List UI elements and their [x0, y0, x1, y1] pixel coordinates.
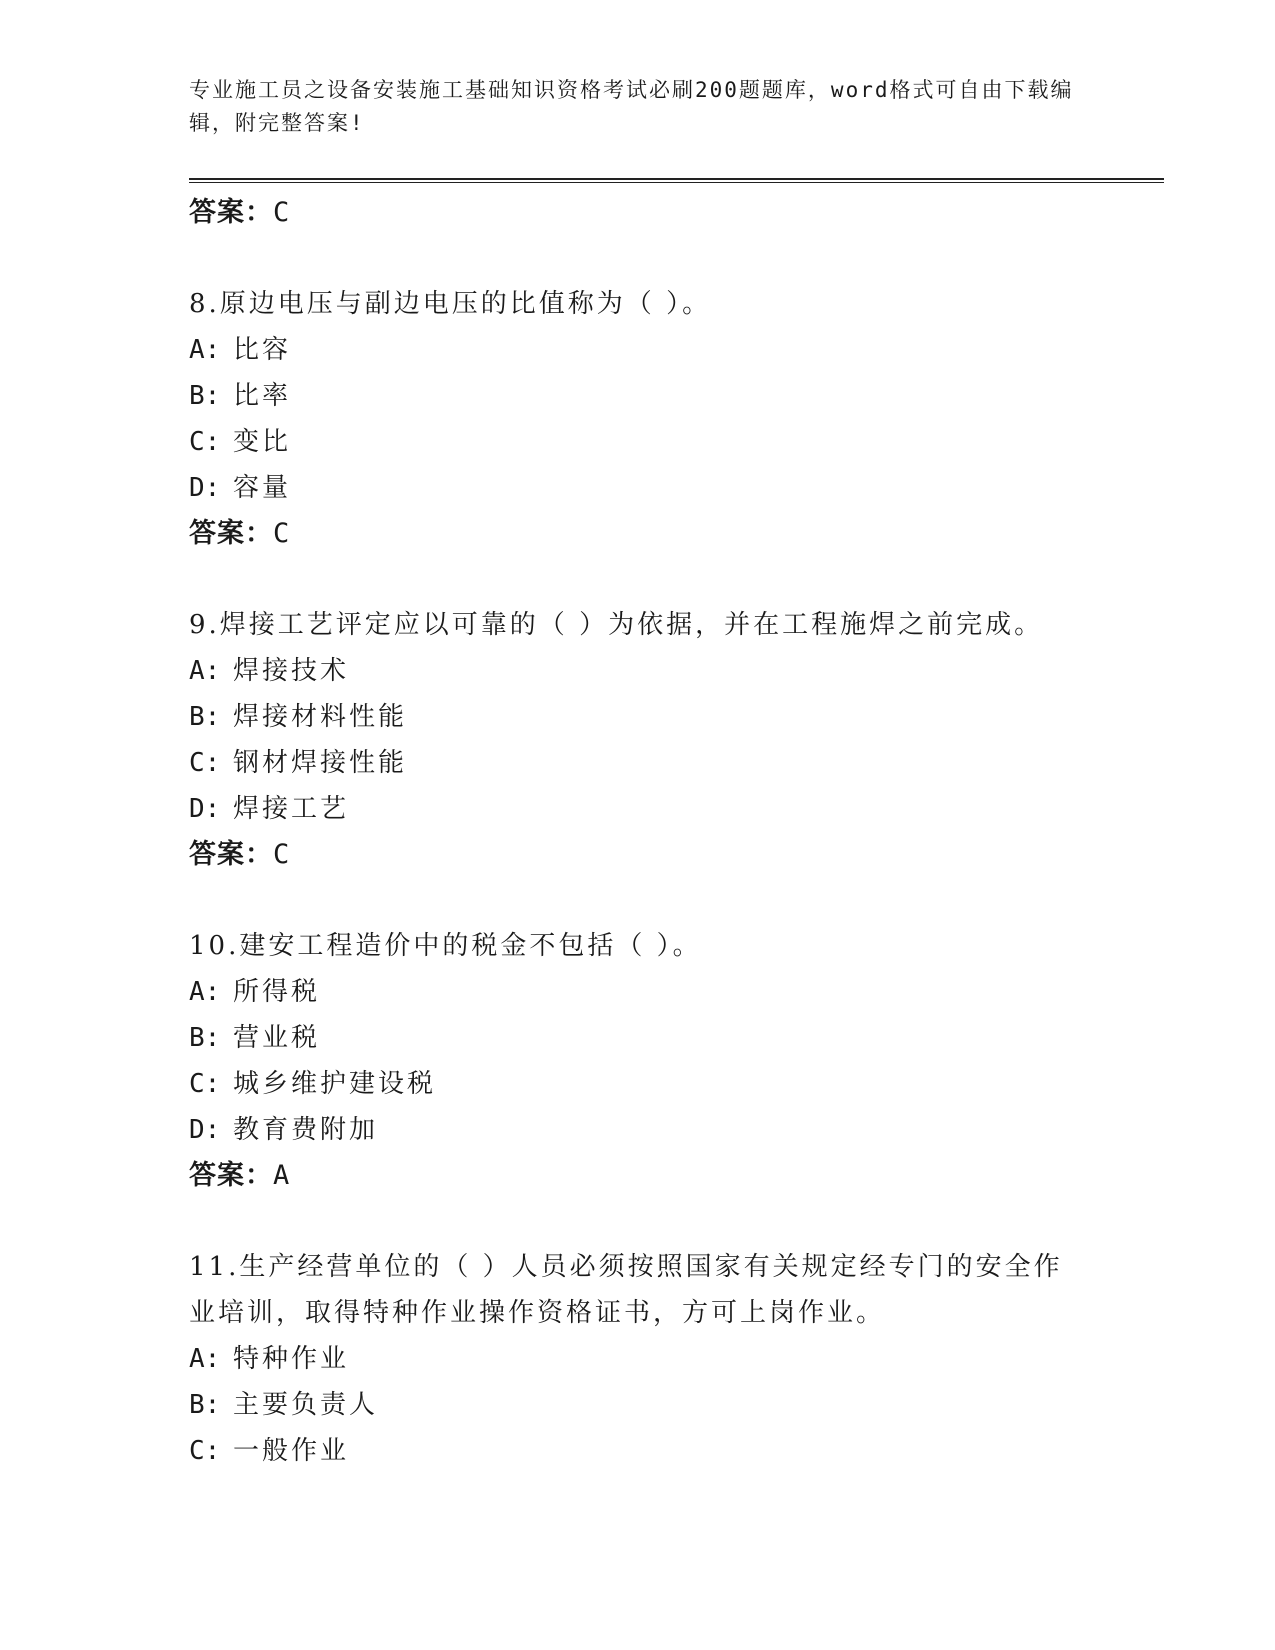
- answer-label: 答案：: [189, 197, 273, 228]
- answer-value: C: [273, 197, 291, 228]
- answer-value: A: [273, 1160, 291, 1191]
- option-key: B:: [189, 1390, 221, 1420]
- spacer: [189, 557, 1109, 602]
- question-text: 11.生产经营单位的（ ）人员必须按照国家有关规定经专门的安全作业培训，取得特种作业操作资格证书，方可上岗作业。: [189, 1252, 1063, 1328]
- option-text: 比容: [233, 335, 292, 365]
- option-text: 营业税: [233, 1023, 321, 1053]
- option-key: B:: [189, 381, 221, 411]
- spacer: [189, 236, 1109, 281]
- option-key: B:: [189, 1023, 221, 1053]
- option-text: 焊接工艺: [233, 794, 350, 824]
- answer-line: [189, 190, 1109, 236]
- answer-line: [189, 832, 1109, 878]
- question-text: 8.原边电压与副边电压的比值称为（ ）。: [189, 289, 712, 319]
- option-key: A:: [189, 335, 221, 365]
- option-a: [189, 1336, 1109, 1382]
- option-a: [189, 969, 1109, 1015]
- option-key: D:: [189, 1115, 221, 1145]
- option-c: [189, 419, 1109, 465]
- option-text: 城乡维护建设税: [233, 1069, 437, 1099]
- answer-line: [189, 1153, 1109, 1199]
- option-key: A:: [189, 656, 221, 686]
- header-divider: [189, 178, 1164, 183]
- spacer: [189, 1199, 1109, 1244]
- answer-value: C: [273, 839, 291, 870]
- option-b: [189, 373, 1109, 419]
- option-key: C:: [189, 427, 221, 457]
- option-text: 比率: [233, 381, 292, 411]
- question-list: [189, 190, 1109, 1474]
- option-key: C:: [189, 748, 221, 778]
- option-key: A:: [189, 1344, 221, 1374]
- option-key: D:: [189, 473, 221, 503]
- option-text: 钢材焊接性能: [233, 748, 408, 778]
- option-text: 变比: [233, 427, 292, 457]
- option-key: C:: [189, 1069, 221, 1099]
- option-b: [189, 1382, 1109, 1428]
- option-text: 焊接材料性能: [233, 702, 408, 732]
- option-key: A:: [189, 977, 221, 1007]
- option-c: [189, 1428, 1109, 1474]
- spacer: [189, 878, 1109, 923]
- option-text: 焊接技术: [233, 656, 350, 686]
- option-text: 容量: [233, 473, 292, 503]
- answer-value: C: [273, 518, 291, 549]
- option-text: 特种作业: [233, 1344, 350, 1374]
- option-d: [189, 1107, 1109, 1153]
- option-a: [189, 327, 1109, 373]
- answer-label: 答案：: [189, 839, 273, 870]
- option-text: 所得税: [233, 977, 321, 1007]
- option-text: 教育费附加: [233, 1115, 379, 1145]
- option-a: [189, 648, 1109, 694]
- answer-label: 答案：: [189, 518, 273, 549]
- option-d: [189, 465, 1109, 511]
- option-key: C:: [189, 1436, 221, 1466]
- answer-label: 答案：: [189, 1160, 273, 1191]
- answer-line: [189, 511, 1109, 557]
- question-text: 9.焊接工艺评定应以可靠的（ ）为依据，并在工程施焊之前完成。: [189, 610, 1044, 640]
- option-text: 主要负责人: [233, 1390, 379, 1420]
- option-b: [189, 1015, 1109, 1061]
- question-text: 10.建安工程造价中的税金不包括（ ）。: [189, 931, 702, 961]
- option-b: [189, 694, 1109, 740]
- option-c: [189, 1061, 1109, 1107]
- option-key: D:: [189, 794, 221, 824]
- option-c: [189, 740, 1109, 786]
- option-d: [189, 786, 1109, 832]
- document-header: 专业施工员之设备安装施工基础知识资格考试必刷200题题库，word格式可自由下载编辑，附完整答案!: [189, 78, 1074, 135]
- option-text: 一般作业: [233, 1436, 350, 1466]
- option-key: B:: [189, 702, 221, 732]
